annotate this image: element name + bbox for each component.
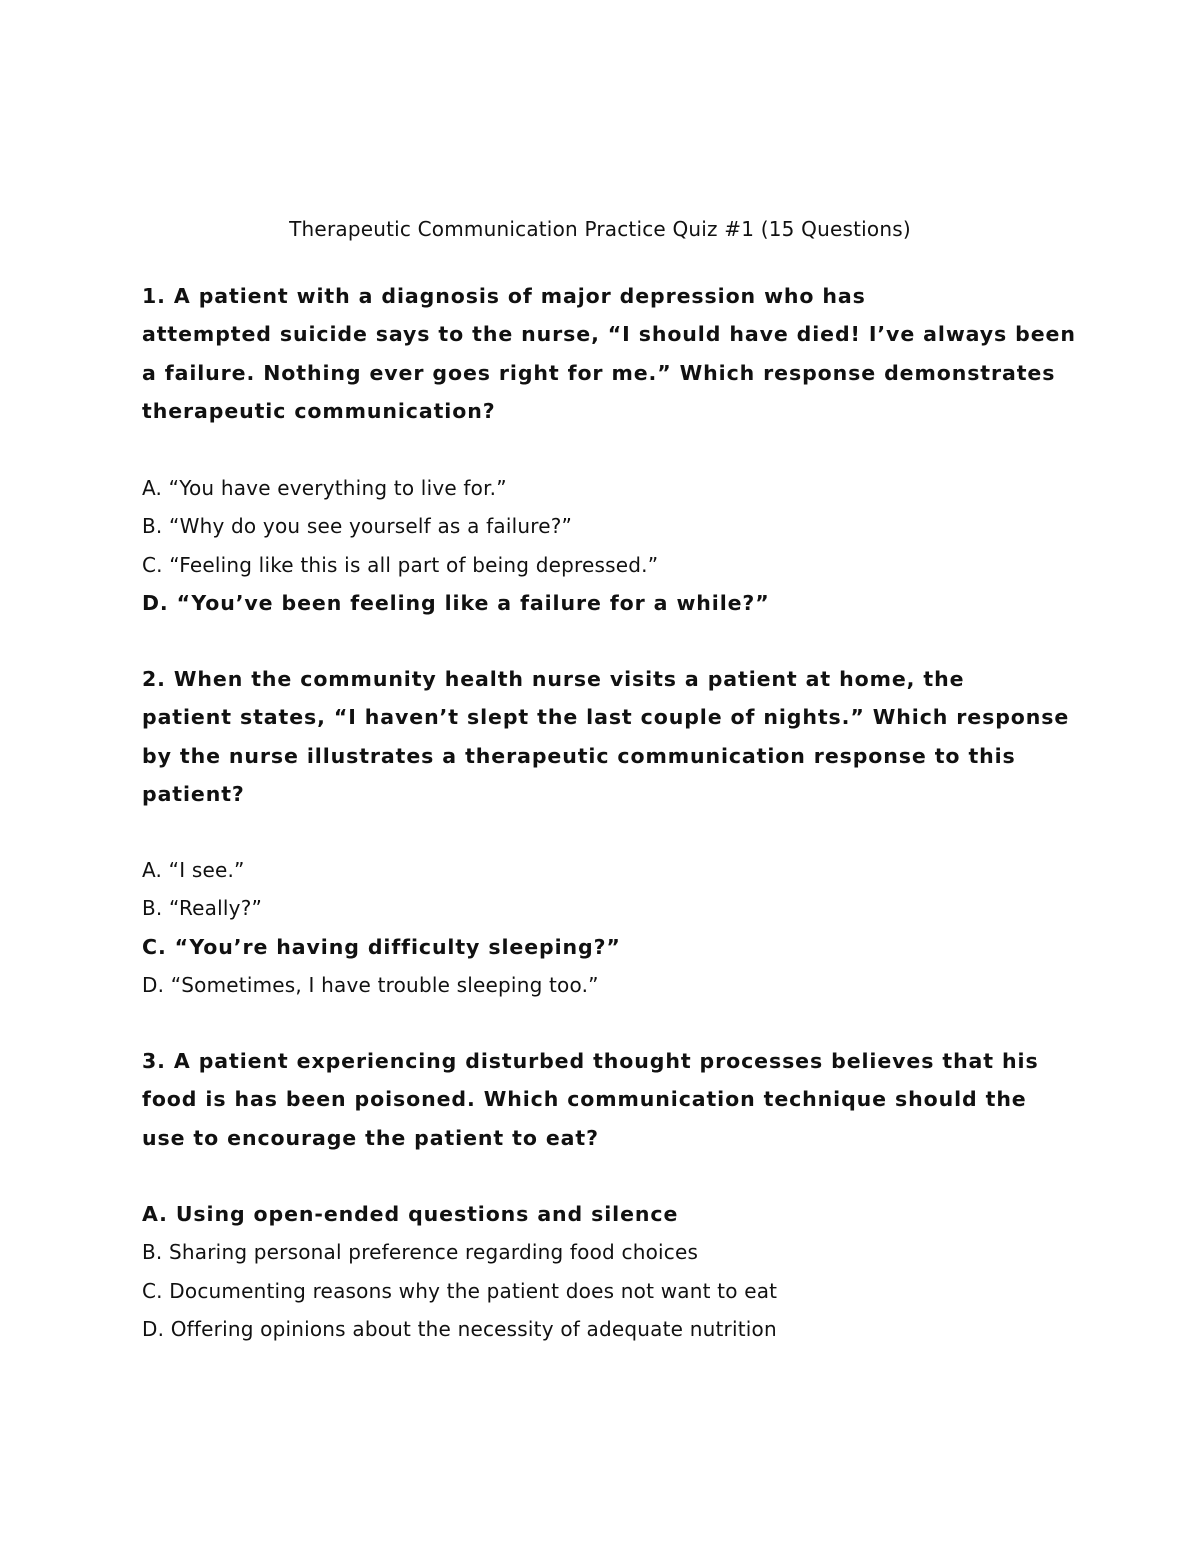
answer-option: A. “I see.” (142, 858, 245, 882)
question-2-options (142, 851, 1072, 1004)
question-line: therapeutic communication? (142, 398, 496, 423)
answer-option: C. “Feeling like this is all part of being depressed.” (142, 552, 659, 577)
question-1-stem (142, 277, 1076, 430)
question-3 (142, 1042, 1072, 1157)
question-line: attempted suicide says to the nurse, “I should have died! I’ve always been (142, 322, 1076, 347)
answer-option: C. Documenting reasons why the patient does not want to eat (142, 1278, 778, 1303)
question-3-stem (142, 1042, 1072, 1157)
question-line: 3. A patient experiencing disturbed thought processes believes that his (142, 1049, 1039, 1073)
answer-option: D. “Sometimes, I have trouble sleeping too.” (142, 972, 599, 997)
question-line: food is has been poisoned. Which communication technique should the (142, 1087, 1027, 1112)
answer-option: B. Sharing personal preference regarding food choices (142, 1240, 699, 1265)
answer-option: B. “Really?” (142, 896, 263, 921)
question-1 (142, 277, 1076, 430)
question-1-options (142, 469, 1072, 622)
question-line: patient? (142, 781, 245, 806)
page-title: Therapeutic Communication Practice Quiz #1 (15 Questions) (289, 217, 911, 241)
correct-answer-option: D. “You’ve been feeling like a failure for a while?” (142, 590, 770, 615)
answer-option: D. Offering opinions about the necessity of adequate nutrition (142, 1316, 777, 1341)
question-line: 2. When the community health nurse visits a patient at home, the (142, 667, 965, 691)
question-line: patient states, “I haven’t slept the last couple of nights.” Which response (142, 705, 1070, 730)
question-line: use to encourage the patient to eat? (142, 1125, 599, 1150)
question-2 (142, 660, 1072, 813)
question-line: a failure. Nothing ever goes right for me.” Which response demonstrates (142, 360, 1056, 385)
answer-option: B. “Why do you see yourself as a failure?” (142, 514, 573, 539)
question-3-options (142, 1195, 1072, 1348)
correct-answer-option: A. Using open-ended questions and silence (142, 1202, 679, 1226)
question-line: 1. A patient with a diagnosis of major depression who has (142, 284, 866, 308)
correct-answer-option: C. “You’re having difficulty sleeping?” (142, 934, 621, 959)
answer-option: A. “You have everything to live for.” (142, 476, 507, 500)
question-line: by the nurse illustrates a therapeutic communication response to this (142, 743, 1016, 768)
question-2-stem (142, 660, 1072, 813)
